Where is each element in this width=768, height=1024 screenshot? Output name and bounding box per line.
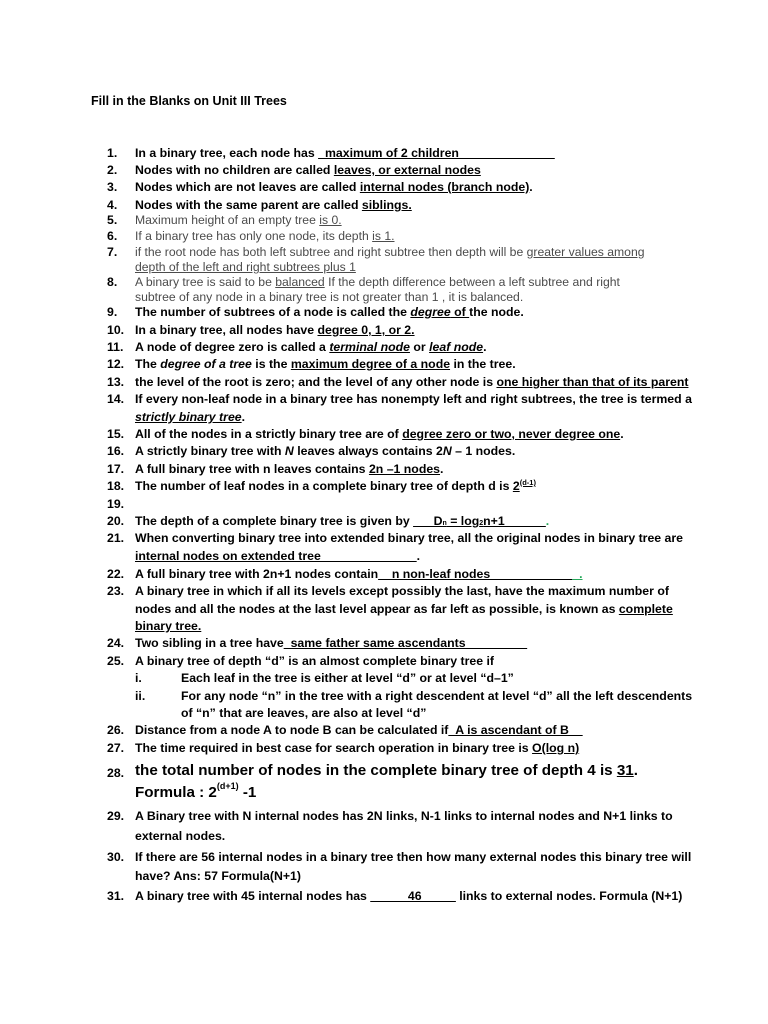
item-text: If there are 56 internal nodes in a binary tree then how many external nodes this binary tree will (135, 850, 692, 864)
item-number: 5. (107, 213, 118, 227)
item-number: 30. (107, 850, 125, 864)
item-text: If a binary tree has only one node, its depth (135, 229, 373, 243)
item-number: 11. (107, 340, 124, 354)
item-text: Nodes which are not leaves are called (135, 180, 360, 194)
item-text: N (284, 444, 294, 458)
item-number: 8. (107, 275, 118, 289)
item-text: A binary tree in which if all its levels except possibly the last, have the maximum number of (135, 584, 669, 598)
answer: degree 0, 1, or 2. (317, 323, 415, 337)
answer: greater values among (526, 245, 645, 259)
item-text: Two sibling in a tree have (135, 636, 284, 650)
item-number: 15. (107, 427, 125, 441)
item-number: 20. (107, 514, 125, 528)
item-text: the level of the root is zero; and the level of any other node is (135, 375, 497, 389)
item-text: Nodes with the same parent are called (135, 198, 362, 212)
answer: ___D (413, 514, 443, 528)
item-number: 28. (107, 766, 125, 780)
answer: internal nodes (branch node) (359, 180, 530, 194)
answer: 31 (616, 762, 634, 779)
answer: _same father same ascendants_________ (283, 636, 528, 650)
item-text: the node. (469, 305, 524, 319)
item-text: A full binary tree with 2n+1 nodes contain (135, 567, 379, 581)
item-text: Maximum height of an empty tree (135, 213, 320, 227)
item-number: 19. (107, 497, 125, 511)
item-number: 29. (107, 809, 125, 823)
item-number: 2. (107, 163, 118, 177)
item-number: 24. (107, 636, 125, 650)
item-number: 13. (107, 375, 125, 389)
answer: is 1. (372, 229, 395, 243)
answer: strictly binary tree (135, 410, 242, 424)
answer: O(log n) (532, 741, 580, 755)
item-text: degree of a tree (160, 357, 252, 371)
item-text: A binary tree is said to be (135, 275, 276, 289)
answer-subscript: n (442, 520, 447, 527)
answer: leaves, or external nodes (333, 163, 481, 177)
item-text: . (529, 180, 533, 194)
item-number: 9. (107, 305, 118, 319)
item-text: If every non-leaf node in a binary tree has nonempty left and right subtrees, the tree is termed a (135, 392, 692, 406)
document-title: Fill in the Blanks on Unit III Trees (91, 94, 287, 108)
item-number: 21. (107, 531, 125, 545)
item-number: 17. (107, 462, 125, 476)
item-text: – 1 nodes. (451, 444, 516, 458)
answer: leaf node (429, 340, 484, 354)
item-number: 22. (107, 567, 125, 581)
answer: depth of the left and right subtrees plus 1 (135, 260, 356, 274)
answer: _maximum of 2 children______________ (318, 146, 555, 160)
item-number: 3. (107, 180, 118, 194)
answer: = log (446, 514, 480, 528)
item-number: 26. (107, 723, 125, 737)
answer: maximum degree of a node (290, 357, 451, 371)
item-number: 12. (107, 357, 125, 371)
item-text: if the root node has both left subtree and right subtree then depth will be (135, 245, 527, 259)
item-text: leaves always contains 2 (293, 444, 443, 458)
sub-item-text: Each leaf in the tree is either at level “d” or at level “d–1” (181, 671, 514, 685)
answer: degree zero or two, never degree one (402, 427, 621, 441)
answer: 2n –1 nodes (368, 462, 441, 476)
item-text: A Binary tree with N internal nodes has 2N links, N-1 links to internal nodes and N+1 links to (135, 809, 673, 823)
item-text: . (241, 410, 246, 424)
item-text: The (135, 357, 161, 371)
item-text: If the depth difference between a left subtree and right (324, 275, 620, 289)
item-number: 4. (107, 198, 118, 212)
item-number: 16. (107, 444, 125, 458)
item-number: 6. (107, 229, 118, 243)
answer: of (450, 305, 470, 319)
item-number: 31. (107, 889, 125, 903)
answer: is 0. (319, 213, 342, 227)
item-text: In a binary tree, each node has (135, 146, 319, 160)
item-text: . (483, 340, 487, 354)
item-text: The time required in best case for search operation in binary tree is (135, 741, 533, 755)
item-text: . (416, 549, 421, 563)
answer: binary tree. (135, 619, 202, 633)
item-text: external nodes. (135, 829, 226, 843)
sub-item-number: i. (135, 671, 142, 685)
item-number: 14. (107, 392, 125, 406)
item-text: . (633, 762, 638, 779)
item-text: . (545, 514, 550, 528)
answer: one higher than that of its parent (496, 375, 689, 389)
sub-item-text: of “n” that are leaves, are also at level “d” (181, 706, 427, 720)
item-number: 18. (107, 479, 125, 493)
answer: complete (618, 602, 673, 616)
item-text: Distance from a node A to node B can be calculated if (135, 723, 449, 737)
answer-exponent: (d-1) (519, 478, 536, 487)
item-text: In a binary tree, all nodes have (135, 323, 318, 337)
item-text: have? Ans: 57 Formula(N+1) (135, 869, 301, 883)
answer: balanced (275, 275, 325, 289)
formula-exponent: (d+1) (216, 781, 239, 791)
item-number: 23. (107, 584, 125, 598)
item-text: . (440, 462, 444, 476)
item-number: 27. (107, 741, 125, 755)
answer: _A is ascendant of B__ (448, 723, 583, 737)
answer: degree (410, 305, 451, 319)
item-text: Nodes with no children are called (135, 163, 334, 177)
item-text: the total number of nodes in the complete binary tree of depth 4 is (135, 762, 617, 779)
item-text: A full binary tree with n leaves contains (135, 462, 369, 476)
formula-text: Formula : 2 (135, 784, 217, 801)
answer: internal nodes on extended tree______________ (135, 549, 417, 563)
item-text: subtree of any node in a binary tree is not greater than 1 , it is balanced. (135, 290, 524, 304)
item-text: links to external nodes. Formula (N+1) (455, 889, 683, 903)
item-text: A binary tree of depth “d” is an almost complete binary tree if (135, 654, 494, 668)
answer: n+1______ (483, 514, 546, 528)
answer: __n non-leaf nodes____________ (378, 567, 573, 581)
item-text: _. (572, 567, 583, 581)
answer-subscript: 2 (479, 520, 484, 527)
answer: terminal node (329, 340, 410, 354)
answer: _____ 46_____ (370, 889, 456, 903)
item-number: 10. (107, 323, 125, 337)
item-number: 1. (107, 146, 118, 160)
answer: siblings. (361, 198, 412, 212)
item-text: When converting binary tree into extended binary tree, all the original nodes in binary tree are (135, 531, 684, 545)
item-text: or (409, 340, 430, 354)
answer: 2 (512, 479, 520, 493)
item-text: . (620, 427, 624, 441)
item-number: 25. (107, 654, 125, 668)
item-text: A strictly binary tree with (135, 444, 285, 458)
item-text: The number of subtrees of a node is called the (135, 305, 411, 319)
sub-item-text: For any node “n” in the tree with a right descendent at level “d” all the left descendents (181, 689, 693, 703)
item-text: in the tree. (450, 357, 516, 371)
item-text: A node of degree zero is called a (135, 340, 330, 354)
item-text: The number of leaf nodes in a complete binary tree of depth d is (135, 479, 513, 493)
item-text: is the (251, 357, 291, 371)
item-text: The depth of a complete binary tree is given by (135, 514, 414, 528)
item-text: N (442, 444, 452, 458)
formula-text: -1 (238, 784, 257, 801)
item-text: nodes and all the nodes at the last level appear as far left as possible, is known as (135, 602, 619, 616)
item-text: All of the nodes in a strictly binary tree are of (135, 427, 403, 441)
item-number: 7. (107, 245, 118, 259)
sub-item-number: ii. (135, 689, 146, 703)
item-text: A binary tree with 45 internal nodes has (135, 889, 371, 903)
